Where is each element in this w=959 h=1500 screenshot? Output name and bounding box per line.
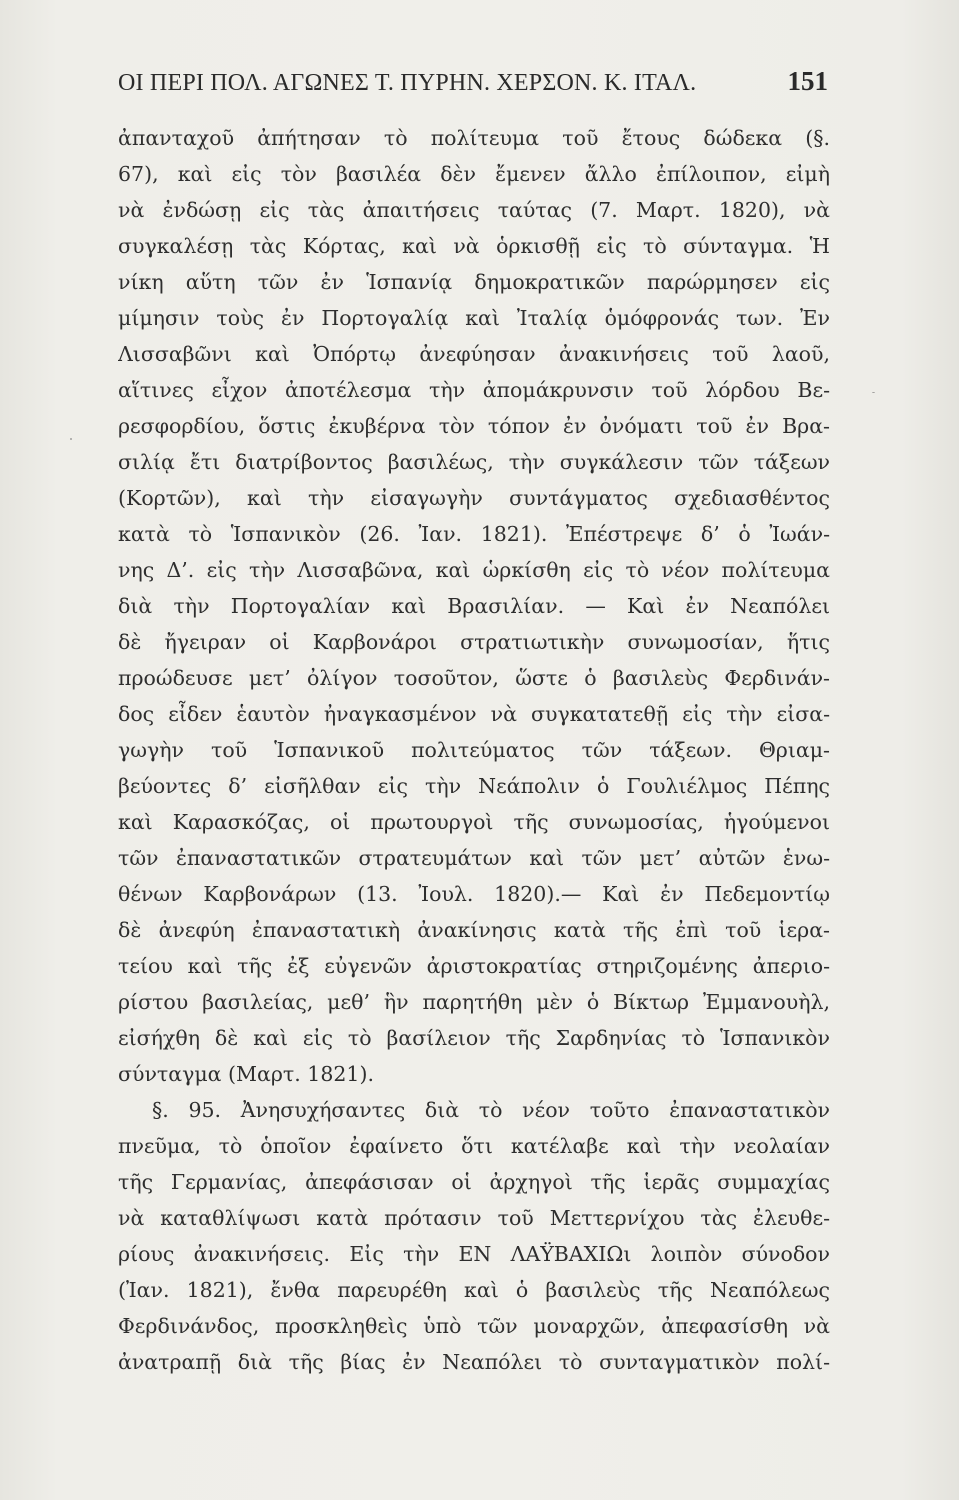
text-line: εἰσήχθη δὲ καὶ εἰς τὸ βασίλειον τῆς Σαρδηνίας τὸ Ἱσπανικὸν (118, 1026, 830, 1050)
text-line: ἀνατραπῇ διὰ τῆς βίας ἐν Νεαπόλει τὸ συνταγματικὸν πολί- (118, 1350, 830, 1374)
text-line: νης Δ’. εἰς τὴν Λισσαβῶνα, καὶ ὡρκίσθη εἰς τὸ νέον πολίτευμα (118, 558, 830, 582)
text-line: ἀπανταχοῦ ἀπήτησαν τὸ πολίτευμα τοῦ ἔτους δώδεκα (§. (118, 126, 830, 150)
page-header (118, 66, 828, 106)
text-line: δὲ ἤγειραν οἱ Καρβονάροι στρατιωτικὴν συνωμοσίαν, ἥτις (118, 630, 830, 654)
text-line: Φερδινάνδος, προσκληθεὶς ὑπὸ τῶν μοναρχῶν, ἀπεφασίσθη νὰ (118, 1314, 830, 1338)
text-line: ρίους ἀνακινήσεις. Εἰς τὴν ΕΝ ΛΑΫΒΑΧΙΩι λοιπὸν σύνοδον (118, 1242, 830, 1266)
text-line: διὰ τὴν Πορτογαλίαν καὶ Βρασιλίαν. — Καὶ ἐν Νεαπόλει (118, 594, 830, 618)
text-line: νὰ καταθλίψωσι κατὰ πρότασιν τοῦ Μεττερνίχου τὰς ἐλευθε- (118, 1206, 830, 1230)
text-line: ρεσφορδίου, ὅστις ἐκυβέρνα τὸν τόπον ἐν ὀνόματι τοῦ ἐν Βρα- (118, 414, 830, 438)
text-line: τείου καὶ τῆς ἐξ εὐγενῶν ἀριστοκρατίας στηριζομένης ἀπεριο- (118, 954, 830, 978)
text-line: προώδευσε μετ’ ὀλίγον τοσοῦτον, ὥστε ὁ βασιλεὺς Φερδινάν- (118, 666, 830, 690)
running-head: ΟΙ ΠΕΡΙ ΠΟΛ. ΑΓΩΝΕΣ Τ. ΠΥΡΗΝ. ΧΕΡΣΟΝ. Κ. ΙΤΑΛ. (118, 70, 697, 96)
text-line: κατὰ τὸ Ἱσπανικὸν (26. Ἰαν. 1821). Ἐπέστρεψε δ’ ὁ Ἰωάν- (118, 522, 830, 546)
text-line: Λισσαβῶνι καὶ Ὀπόρτῳ ἀνεφύησαν ἀνακινήσεις τοῦ λαοῦ, (118, 342, 830, 366)
text-line: θένων Καρβονάρων (13. Ἰουλ. 1820).— Καὶ ἐν Πεδεμοντίῳ (118, 882, 830, 906)
text-line: τῶν ἐπαναστατικῶν στρατευμάτων καὶ τῶν μετ’ αὐτῶν ἑνω- (118, 846, 830, 870)
text-line: δος εἶδεν ἑαυτὸν ἠναγκασμένον νὰ συγκατατεθῇ εἰς τὴν εἰσα- (118, 702, 830, 726)
text-line: βεύοντες δ’ εἰσῆλθαν εἰς τὴν Νεάπολιν ὁ Γουλιέλμος Πέπης (118, 774, 830, 798)
text-line: νὰ ἐνδώσῃ εἰς τὰς ἀπαιτήσεις ταύτας (7. Μαρτ. 1820), νὰ (118, 198, 830, 222)
paragraph-end-line: σύνταγμα (Μαρτ. 1821). (118, 1062, 374, 1086)
text-line: (Ἰαν. 1821), ἔνθα παρευρέθη καὶ ὁ βασιλεὺς τῆς Νεαπόλεως (118, 1278, 830, 1302)
text-line: (Κορτῶν), καὶ τὴν εἰσαγωγὴν συντάγματος σχεδιασθέντος (118, 486, 830, 510)
text-line: μίμησιν τοὺς ἐν Πορτογαλίᾳ καὶ Ἰταλίᾳ ὁμόφρονάς των. Ἐν (118, 306, 830, 330)
text-line: σιλίᾳ ἔτι διατρίβοντος βασιλέως, τὴν συγκάλεσιν τῶν τάξεων (118, 450, 830, 474)
text-line: νίκη αὕτη τῶν ἐν Ἱσπανίᾳ δημοκρατικῶν παρώρμησεν εἰς (118, 270, 830, 294)
section-start-line: §. 95. Ἀνησυχήσαντες διὰ τὸ νέον τοῦτο ἐπαναστατικὸν (152, 1098, 830, 1122)
text-line: ρίστου βασιλείας, μεθ’ ἣν παρητήθη μὲν ὁ Βίκτωρ Ἐμμανουὴλ, (118, 990, 830, 1014)
text-line: καὶ Καρασκόζας, οἱ πρωτουργοὶ τῆς συνωμοσίας, ἡγούμενοι (118, 810, 830, 834)
ink-speck (70, 438, 72, 440)
text-line: τῆς Γερμανίας, ἀπεφάσισαν οἱ ἀρχηγοὶ τῆς ἱερᾶς συμμαχίας (118, 1170, 830, 1194)
body-text (118, 120, 830, 1380)
text-line: δὲ ἀνεφύη ἐπαναστατικὴ ἀνακίνησις κατὰ τῆς ἐπὶ τοῦ ἱερα- (118, 918, 830, 942)
ink-speck (872, 392, 875, 393)
text-line: γωγὴν τοῦ Ἱσπανικοῦ πολιτεύματος τῶν τάξεων. Θριαμ- (118, 738, 830, 762)
page-number: 151 (787, 66, 828, 96)
text-line: πνεῦμα, τὸ ὁποῖον ἐφαίνετο ὅτι κατέλαβε καὶ τὴν νεολαίαν (118, 1134, 830, 1158)
text-line: αἵτινες εἶχον ἀποτέλεσμα τὴν ἀπομάκρυνσιν τοῦ λόρδου Βε- (118, 378, 830, 402)
text-line: συγκαλέσῃ τὰς Κόρτας, καὶ νὰ ὁρκισθῇ εἰς τὸ σύνταγμα. Ἡ (118, 234, 830, 258)
text-line: 67), καὶ εἰς τὸν βασιλέα δὲν ἔμενεν ἄλλο ἐπίλοιπον, εἰμὴ (118, 162, 830, 186)
